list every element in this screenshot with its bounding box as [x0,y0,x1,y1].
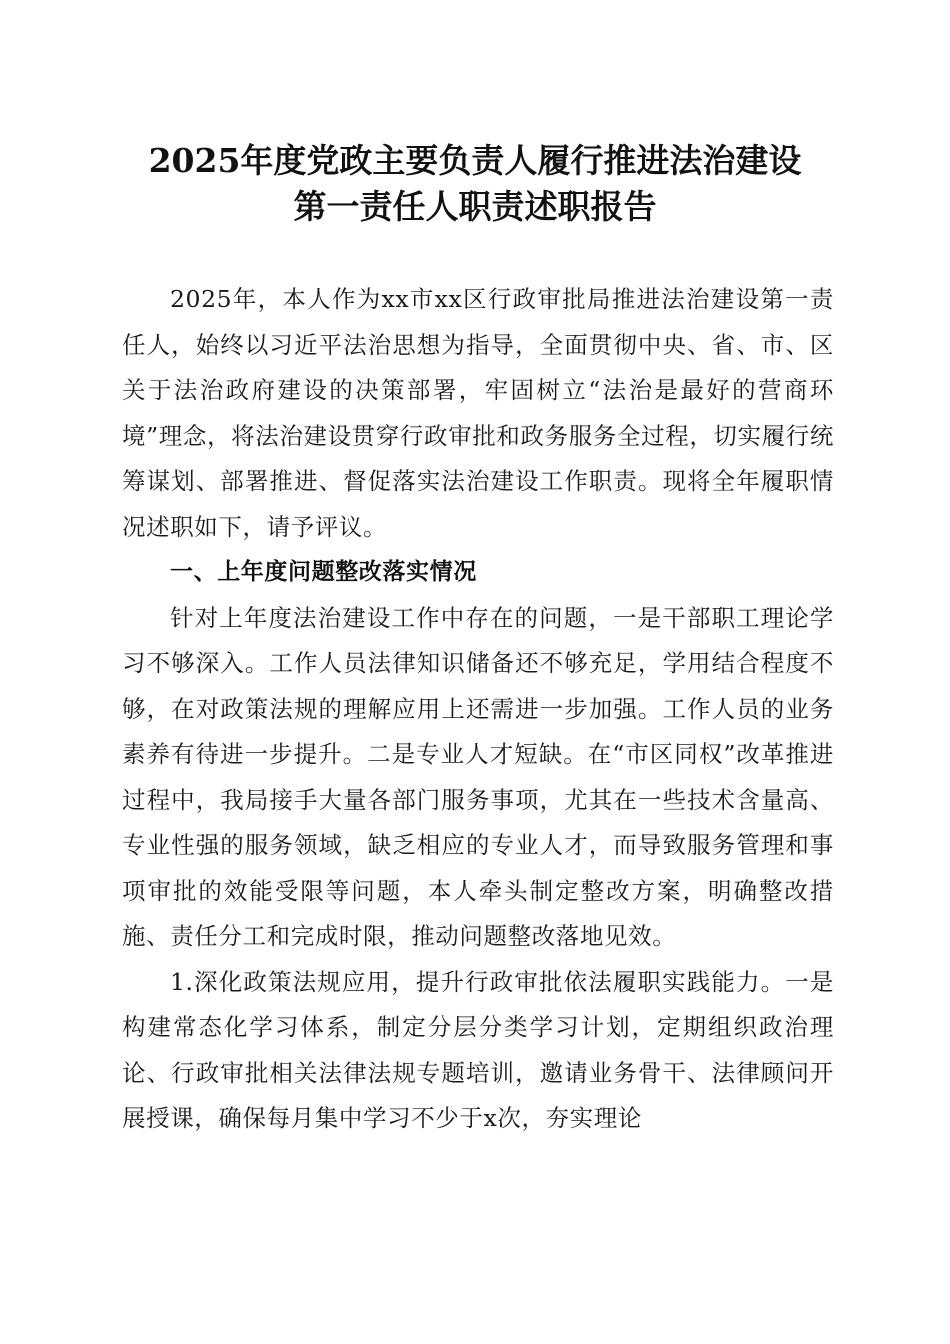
document-body [122,277,834,1142]
title-line-1: 2025年度党政主要负责人履行推进法治建设 [148,141,802,180]
section-1-paragraph: 针对上年度法治建设工作中存在的问题，一是干部职工理论学习不够深入。工作人员法律知识储备还不够充足，学用结合程度不够，在对政策法规的理解应用上还需进一步加强。工作人员的业务素养有待进一步提升。二是专业人才短缺。在“市区同权”改革推进过程中，我局接手大量各部门服务事项，尤其在一些技术含量高、专业性强的服务领域，缺乏相应的专业人才，而导致服务管理和事项审批的效能受限等问题，本人牵头制定整改方案，明确整改措施、责任分工和完成时限，推动问题整改落地见效。 [122,603,834,950]
section-1-heading: 一、上年度问题整改落实情况 [170,559,477,585]
document-title [100,138,850,230]
item-1-paragraph: 1.深化政策法规应用，提升行政审批依法履职实践能力。一是构建常态化学习体系，制定分层分类学习计划，定期组织政治理论、行政审批相关法律法规专题培训，邀请业务骨干、法律顾问开展授课，确保每月集中学习不少于x次，夯实理论 [122,967,834,1132]
title-line-2: 第一责任人职责述职报告 [293,187,657,226]
intro-paragraph: 2025年，本人作为xx市xx区行政审批局推进法治建设第一责任人，始终以习近平法治思想为指导，全面贯彻中央、省、市、区关于法治政府建设的决策部署，牢固树立“法治是最好的营商环境”理念，将法治建设贯穿行政审批和政务服务全过程，切实履行统筹谋划、部署推进、督促落实法治建设工作职责。现将全年履职情况述职如下，请予评议。 [122,285,834,541]
